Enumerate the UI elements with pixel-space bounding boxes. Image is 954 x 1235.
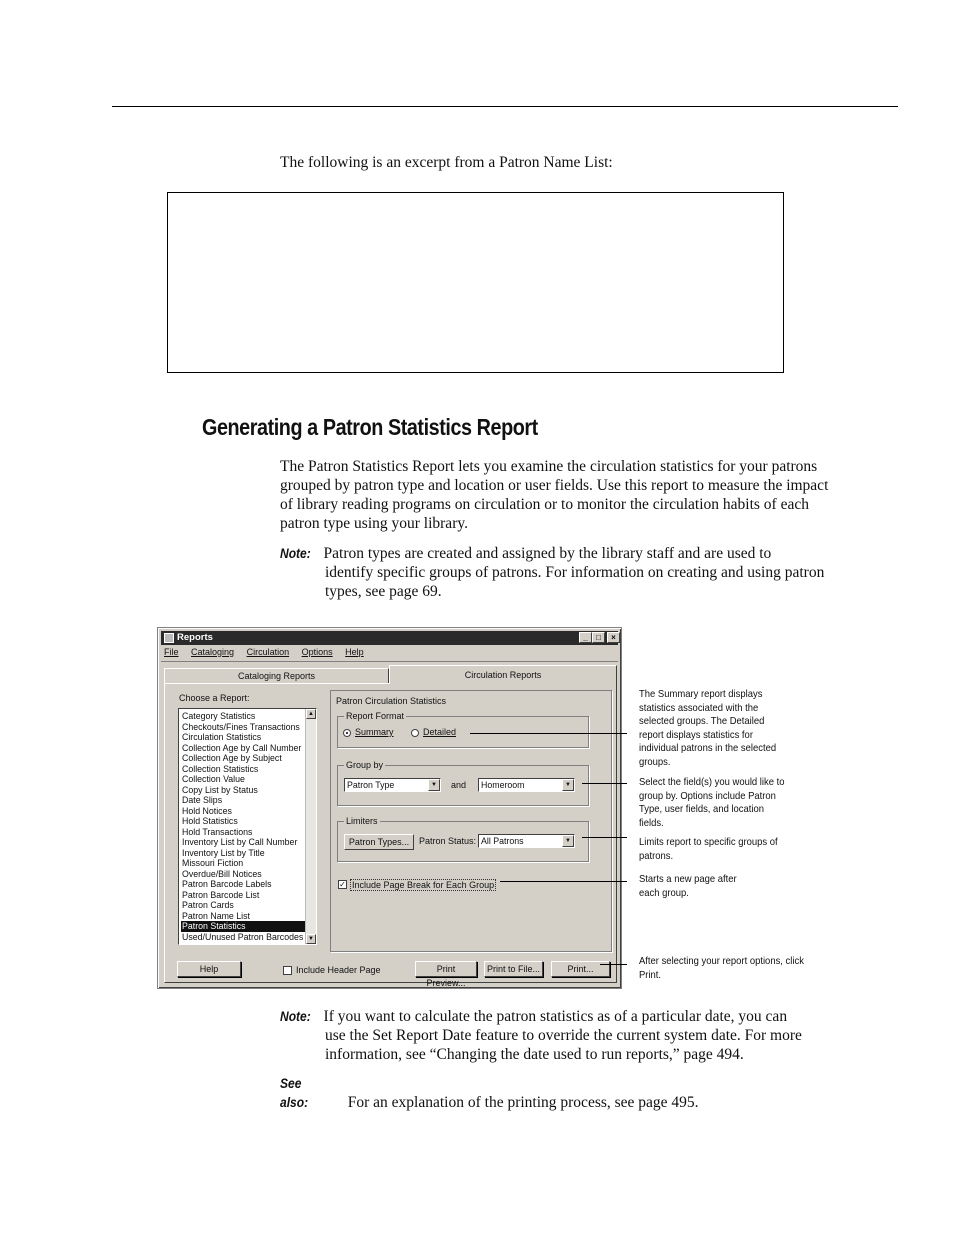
see-also-text: For an explanation of the printing process, see page 495.: [347, 1094, 699, 1111]
report-format-label: Report Format: [346, 711, 405, 721]
callout-group-by: Select the field(s) you would like to group by. Options include Patron Type, user fields, and location fields.: [639, 776, 785, 829]
menu-bar: [164, 647, 374, 660]
chevron-down-icon[interactable]: ▼: [562, 779, 574, 791]
menu-file[interactable]: File: [164, 647, 179, 657]
menu-cataloging[interactable]: Cataloging: [191, 647, 235, 657]
note-1-line1: Patron types are created and assigned by the library staff and are used to: [323, 545, 772, 562]
report-list-item[interactable]: Missouri Fiction: [182, 858, 244, 868]
menu-circulation[interactable]: Circulation: [246, 647, 290, 657]
window-title: Reports: [177, 632, 213, 643]
chevron-down-icon[interactable]: ▼: [428, 779, 440, 791]
callout-line-print: [600, 964, 627, 965]
report-list-item[interactable]: Date Slips: [182, 795, 223, 805]
note-1: [280, 544, 836, 601]
limiters-group: [337, 816, 589, 862]
choose-report-label: Choose a Report:: [179, 693, 250, 703]
menu-help[interactable]: Help: [345, 647, 364, 657]
header-rule: [112, 106, 898, 107]
report-list-item[interactable]: Collection Statistics: [182, 763, 259, 774]
callout-page-break: Starts a new page after each group.: [639, 873, 737, 899]
detailed-label[interactable]: Detailed: [423, 727, 457, 737]
note-2-line1: If you want to calculate the patron statistics as of a particular date, you can: [323, 1008, 788, 1025]
report-list-item[interactable]: Category Statistics: [182, 711, 256, 721]
report-list-item[interactable]: Circulation Statistics: [182, 732, 262, 742]
report-list-item[interactable]: Collection Value: [182, 774, 245, 784]
report-list-item[interactable]: Inventory List by Call Number: [182, 837, 298, 847]
report-list-item[interactable]: Hold Transactions: [182, 826, 253, 837]
callout-print: After selecting your report options, click Print.: [639, 955, 804, 981]
app-icon: [164, 633, 174, 643]
header-page-checkbox[interactable]: [283, 966, 292, 975]
close-button[interactable]: ×: [607, 632, 620, 643]
see-also-label: See also:: [280, 1075, 309, 1110]
report-list[interactable]: [178, 708, 317, 945]
reports-window: [157, 627, 622, 989]
group-by-2-value: Homeroom: [481, 780, 525, 790]
print-preview-button[interactable]: Print Preview...: [415, 961, 477, 977]
scroll-up-icon[interactable]: ▲: [306, 709, 316, 719]
print-button[interactable]: Print...: [551, 961, 610, 977]
patron-status-select[interactable]: [478, 834, 575, 848]
patron-status-value: All Patrons: [481, 836, 524, 846]
report-list-item[interactable]: Used/Unused Patron Barcodes: [182, 931, 304, 942]
callout-limiters: Limits report to specific groups of patrons.: [639, 836, 778, 862]
group-by-1-value: Patron Type: [347, 780, 395, 790]
report-list-scrollbar[interactable]: [305, 709, 316, 944]
note-2-cont: use the Set Report Date feature to override the current system date. For more information, see “Changing the date used to run reports,” page 494.: [325, 1027, 802, 1063]
scroll-down-icon[interactable]: ▼: [306, 934, 316, 944]
see-also: [280, 1074, 840, 1112]
excerpt-frame: [167, 192, 784, 373]
report-list-item[interactable]: Hold Statistics: [182, 816, 238, 826]
note-label: Note:: [280, 545, 311, 561]
minimize-button[interactable]: _: [579, 632, 592, 643]
group-by-1-select[interactable]: [344, 778, 441, 792]
tab-cataloging-reports[interactable]: Cataloging Reports: [164, 668, 389, 683]
limiters-label: Limiters: [346, 816, 378, 826]
report-list-item[interactable]: Patron Barcode List: [182, 889, 260, 900]
print-to-file-button[interactable]: Print to File...: [484, 961, 543, 977]
and-label: and: [451, 780, 467, 790]
report-list-item[interactable]: Patron Statistics: [181, 921, 305, 932]
patron-status-label: Patron Status:: [419, 836, 477, 846]
group-by-group: [337, 760, 589, 806]
note-label: Note:: [280, 1008, 311, 1024]
report-list-item[interactable]: Patron Barcode Labels: [182, 879, 272, 889]
detailed-radio[interactable]: [411, 729, 419, 737]
report-format-group: [337, 711, 589, 748]
page-break-label[interactable]: Include Page Break for Each Group: [352, 880, 495, 890]
report-list-item[interactable]: Patron Name List: [182, 910, 250, 921]
summary-radio[interactable]: [343, 729, 351, 737]
patron-types-button[interactable]: Patron Types...: [344, 834, 414, 850]
report-list-item[interactable]: Patron Cards: [182, 900, 234, 910]
page-break-checkbox[interactable]: ✓: [339, 880, 346, 889]
report-list-items: [181, 711, 305, 942]
callout-line-page-break: [500, 881, 627, 882]
maximize-button[interactable]: □: [592, 632, 605, 643]
report-list-item[interactable]: Copy List by Status: [182, 784, 258, 795]
report-list-item[interactable]: Checkouts/Fines Transactions: [182, 721, 300, 732]
chevron-down-icon[interactable]: ▼: [562, 835, 574, 847]
section-heading: Generating a Patron Statistics Report: [202, 414, 538, 440]
menu-separator: [161, 661, 618, 662]
report-list-item[interactable]: Hold Notices: [182, 805, 232, 816]
help-button[interactable]: Help: [177, 961, 241, 977]
group-by-2-select[interactable]: [478, 778, 575, 792]
callout-line-group-by: [582, 783, 627, 784]
callout-summary: The Summary report displays statistics associated with the selected groups. The Detailed report displays statistics for individual patrons in the selected groups.: [639, 688, 777, 768]
report-list-item[interactable]: Overdue/Bill Notices: [182, 868, 262, 879]
intro-text: The following is an excerpt from a Patron Name List:: [280, 154, 613, 171]
menu-options[interactable]: Options: [301, 647, 333, 657]
group-by-label: Group by: [346, 760, 384, 770]
report-list-item[interactable]: Collection Age by Subject: [182, 753, 282, 763]
callout-line-summary: [470, 733, 627, 734]
tab-circulation-reports[interactable]: Circulation Reports: [389, 665, 617, 684]
title-bar: [161, 631, 618, 645]
note-2: [280, 1007, 840, 1064]
note-1-cont: identify specific groups of patrons. For information on creating and using patron types, see page 69.: [325, 564, 825, 600]
report-list-item[interactable]: Inventory List by Title: [182, 847, 265, 858]
report-list-item[interactable]: Collection Age by Call Number: [182, 742, 302, 753]
summary-label[interactable]: Summary: [355, 727, 394, 737]
header-page-label[interactable]: Include Header Page: [296, 965, 381, 975]
options-frame: [330, 690, 612, 952]
options-title: Patron Circulation Statistics: [336, 696, 447, 706]
body-paragraph: The Patron Statistics Report lets you examine the circulation statistics for your patrons grouped by patron type and location or user fields. Use this report to measure the impact of library reading programs on circulation or to monitor the circulation habits of each patron type using your library.: [280, 458, 829, 532]
callout-line-limiters: [582, 837, 627, 838]
